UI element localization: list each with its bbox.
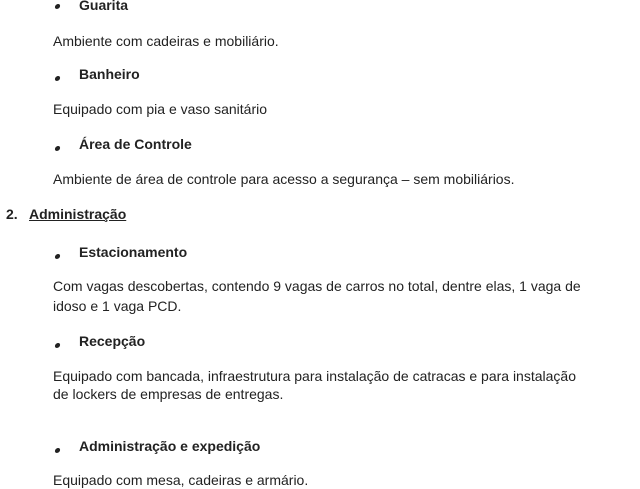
item-heading-administracao-expedicao: Administração e expedição xyxy=(79,438,261,454)
bullet-icon xyxy=(54,448,60,453)
item-text-recepcao-1: Equipado com bancada, infraestrutura para instalação de catracas e para instalação xyxy=(53,368,576,384)
item-heading-area-de-controle: Área de Controle xyxy=(79,136,192,152)
bullet-icon xyxy=(54,4,60,9)
item-text-guarita: Ambiente com cadeiras e mobiliário. xyxy=(53,33,279,49)
section-title: Administração xyxy=(29,206,127,222)
item-text-administracao-expedicao: Equipado com mesa, cadeiras e armário. xyxy=(53,472,309,488)
bullet-icon xyxy=(54,146,60,151)
item-heading-estacionamento: Estacionamento xyxy=(79,244,188,260)
item-heading-guarita: Guarita xyxy=(79,0,129,13)
item-text-area-de-controle: Ambiente de área de controle para acesso a segurança – sem mobiliários. xyxy=(53,171,515,187)
item-text-estacionamento-2: idoso e 1 vaga PCD. xyxy=(53,298,182,314)
bullet-icon xyxy=(54,343,60,348)
bullet-icon xyxy=(54,76,60,81)
item-text-estacionamento-1: Com vagas descobertas, contendo 9 vagas de carros no total, dentre elas, 1 vaga de xyxy=(53,278,581,294)
item-heading-banheiro: Banheiro xyxy=(79,66,140,82)
item-heading-recepcao: Recepção xyxy=(79,333,146,349)
section-number: 2. xyxy=(6,206,18,222)
item-text-banheiro: Equipado com pia e vaso sanitário xyxy=(53,101,268,117)
item-text-recepcao-2: de lockers de empresas de entregas. xyxy=(53,386,284,402)
bullet-icon xyxy=(54,254,60,259)
